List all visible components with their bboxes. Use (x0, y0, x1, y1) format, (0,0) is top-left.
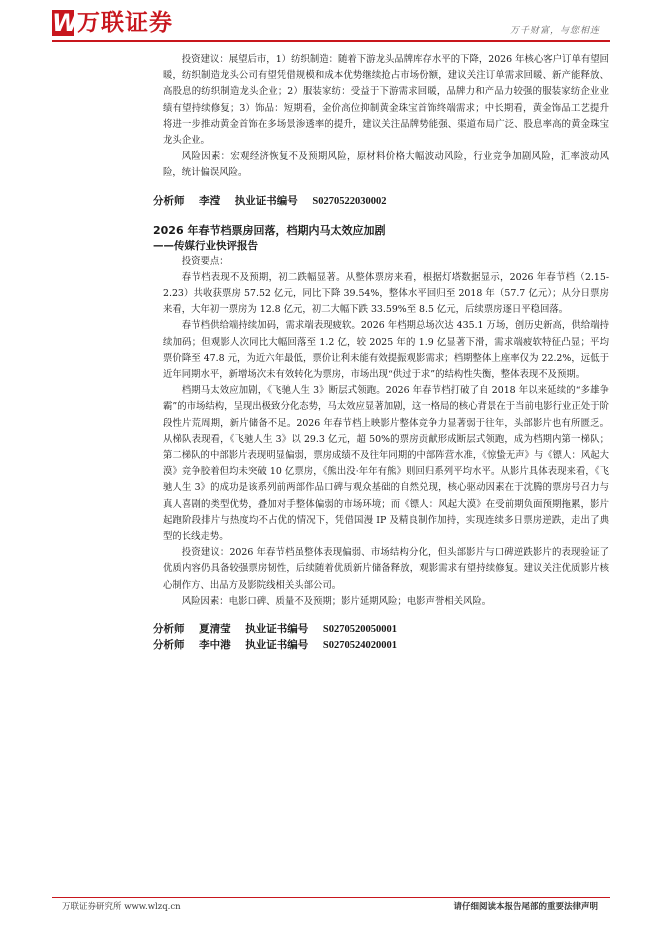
section2-analyst-2 (153, 638, 609, 654)
section1-analyst (153, 194, 609, 210)
company-logo (52, 8, 173, 38)
section2-invest-advice: 投资建议：2026 年春节档虽整体表现偏弱、市场结构分化，但头部影片与口碑逆跌影片的表现验证了优质内容仍具备较强票房韧性，后续随着优质新片储备释放，观影需求有望持续修复。建议关注优质影片核心制作方、出品方及影院线相关头部公司。 (163, 547, 609, 591)
analyst-cert-no: S0270522030002 (312, 195, 387, 207)
section2-title: 2026 年春节档票房回落，档期内马太效应加剧 (153, 223, 386, 237)
section1-invest-advice: 投资建议：展望后市，1）纺织制造：随着下游龙头品牌库存水平的下降，2026 年核心客户订单有望回暖，纺织制造龙头公司有望凭借规模和成本优势继续抢占市场份额，建议关注订单需求回暖、新产能释放、高股息的纺织制造龙头企业；2）服装家纺：受益于下游需求回暖，品牌力和产品力较强的服装家纺企业业绩有望持续修复；3）饰品：短期看，金价高位抑制黄金珠宝首饰终端需求；中长期看，黄金饰品工艺提升将进一步推动黄金首饰在多场景渗透率的提升，建议关注品牌势能强、渠道布局广泛、股息率高的黄金珠宝龙头企业。 (163, 54, 609, 147)
header-divider (52, 40, 610, 42)
page-header (0, 0, 662, 44)
analyst-cert-label: 执业证书编号 (234, 195, 298, 207)
analyst-role: 分析师 (153, 624, 185, 636)
section2-analyst-1 (153, 622, 609, 638)
analyst-cert-label: 执业证书编号 (245, 624, 309, 636)
footer-divider (52, 897, 610, 898)
section2-point-2: 春节档供给端持续加码，需求端表现疲软。2026 年档期总场次达 435.1 万场，创历史新高，供给端持续加码；但观影人次同比大幅回落至 1.2 亿，较 2025 年的 1.9 亿显著下滑，需求端疲软特征凸显；平均票价降至 47.8 元，为近六年最低，票价让利未能有效提振观影需求；档期整体上座率仅为 22.2%，远低于近年同期水平，新增场次未有效转化为票房，市场出现“供过于求”的结构性失衡，整体表现不及预期。 (163, 320, 609, 381)
slogan: 万千财富，与您相连 (509, 26, 600, 36)
section2-subtitle: ——传媒行业快评报告 (153, 239, 258, 252)
section1-risk: 风险因素：宏观经济恢复不及预期风险，原材料价格大幅波动风险，行业竞争加剧风险，汇率波动风险，统计偏误风险。 (163, 151, 609, 179)
analyst-cert-label: 执业证书编号 (245, 640, 309, 652)
section2-point-3: 档期马太效应加剧，《飞驰人生 3》断层式领跑。2026 年春节档打破了自 2018 年以来延续的“多雄争霸”的市场结构，呈现出极致分化态势，马太效应显著加剧，这一格局的核心背景在于当前电影行业正处于阶段性片荒周期，新片储备不足。2026 年春节档上映影片整体竞争力显著弱于往年，头部影片也有所匮乏。从梯队表现看，《飞驰人生 3》以 29.3 亿元，超 50%的票房贡献形成断层式领跑，成为档期内第一梯队；第二梯队的中部影片表现明显偏弱，票房成绩不及往年同期的中部阵营水准，《惊蛰无声》与《镖人：风起大漠》竞争胶着但均未突破 10 亿票房，《熊出没·年年有熊》则回归系列平均水平。从影片具体表现来看，《飞驰人生 3》的成功是该系列前两部作品口碑与观众基础的自然兑现，核心驱动因素在于沈腾的票房号召力与真人喜剧的类型优势，叠加对手整体偏弱的市场环境；而《镖人：风起大漠》在受前期负面预期拖累，影片起跑阶段排片与热度均不占优的情况下，凭借国漫 IP 及精良制作加持，实现连续多日票房逆跌，走出了典型的长线走势。 (163, 385, 609, 543)
analyst-name: 李滢 (199, 195, 221, 207)
section2-point-1: 春节档表现不及预期，初二跌幅显著。从整体票房来看，根据灯塔数据显示，2026 年春节档（2.15-2.23）共收获票房 57.52 亿元，同比下降 39.54%，整体水平回归至 2018 年（57.7 亿元）；从分日票房来看，大年初一票房为 12.8 亿元，初二大幅下跌 33.59%至 8.5 亿元，后续票房逐日平稳回落。 (163, 271, 609, 316)
footer-disclaimer: 请仔细阅读本报告尾部的重要法律声明 (453, 902, 598, 912)
analyst-role: 分析师 (153, 640, 185, 652)
analyst-cert-no: S0270520050001 (322, 624, 397, 636)
footer-institute: 万联证券研究所 www.wlzq.cn (62, 902, 181, 912)
analyst-cert-no: S0270524020001 (322, 640, 397, 652)
logo-mark: W (52, 9, 79, 37)
section2-risk: 风险因素：电影口碑、质量不及预期；影片延期风险；电影声誉相关风险。 (181, 595, 492, 607)
analyst-name: 李中港 (199, 640, 231, 652)
logo-text: 万联证券 (77, 10, 173, 36)
analyst-name: 夏清莹 (199, 624, 231, 636)
report-body (153, 52, 609, 654)
analyst-role: 分析师 (153, 195, 185, 207)
section2-summary-label: 投资要点： (181, 255, 229, 267)
